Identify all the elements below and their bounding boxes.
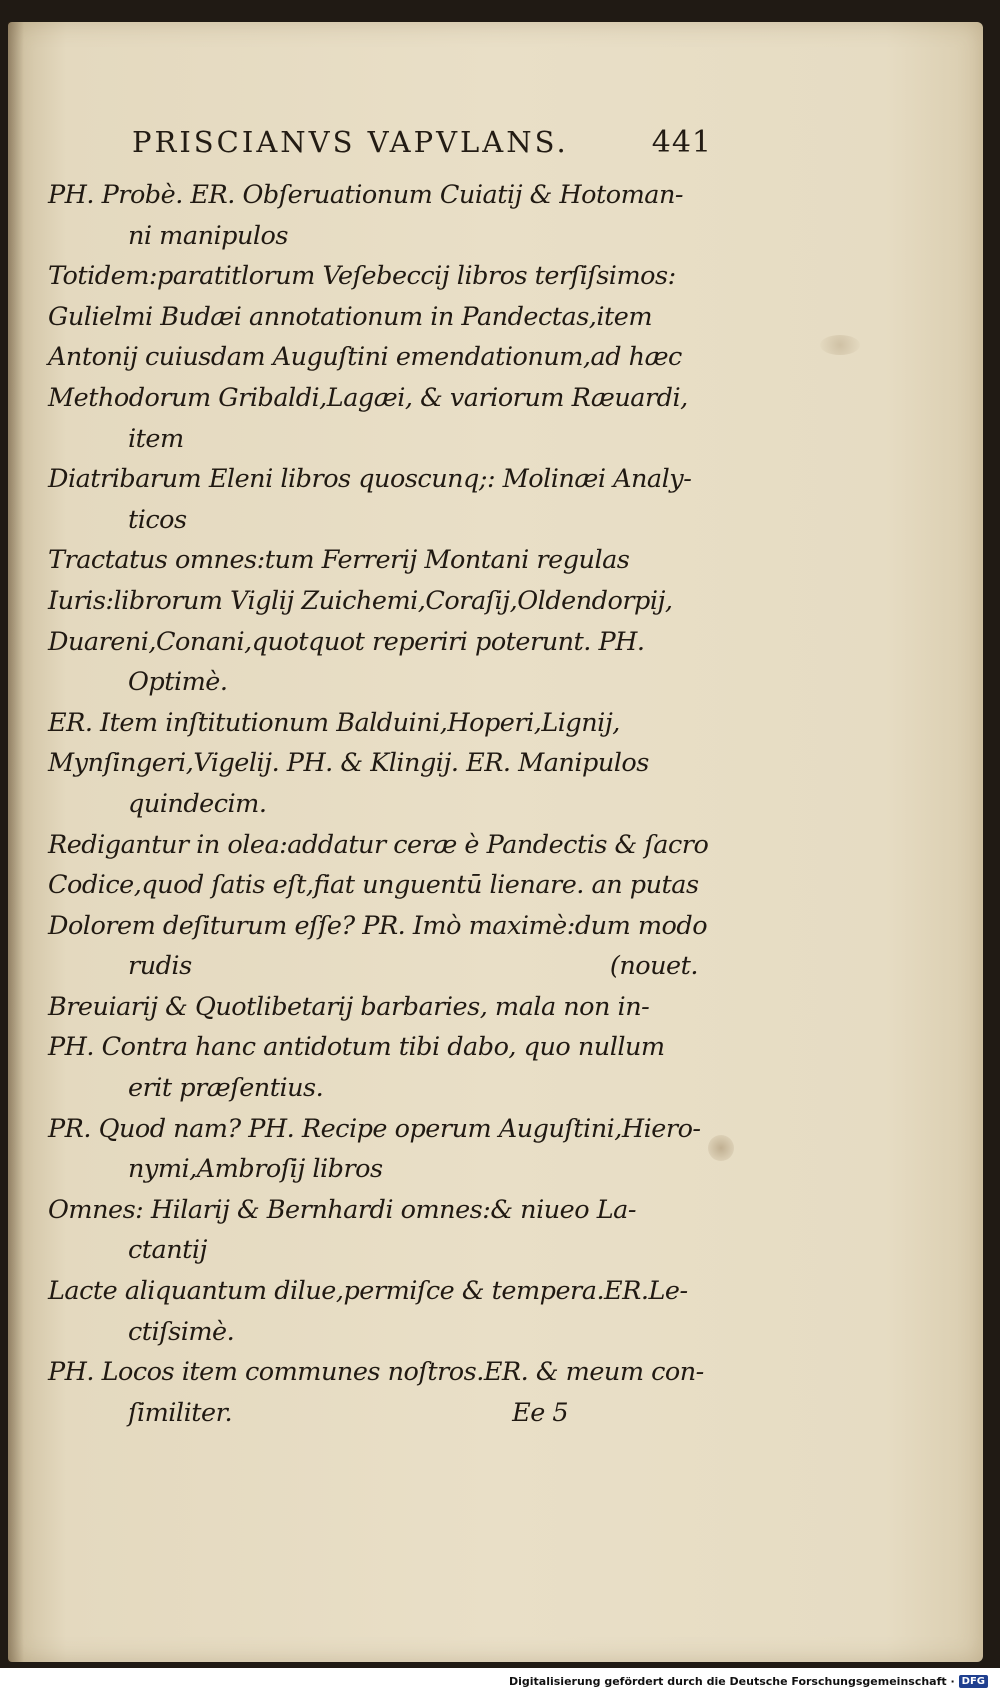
paper-stain: [708, 1135, 734, 1161]
text-line-content: Totidem:paratitlorum Veſebeccij libros terſiſsimos:: [48, 261, 676, 292]
dfg-logo: DFG: [959, 1675, 988, 1688]
text-line: [48, 337, 700, 378]
text-line: [48, 825, 709, 866]
text-line-content: Optimè.: [128, 667, 228, 698]
text-line-content: Omnes: Hilarij & Bernhardi omnes:& niueo La-: [48, 1194, 636, 1225]
text-line-content: Antonij cuiusdam Auguſtini emendationum,ad hæc: [48, 342, 682, 373]
page-gutter-shadow: [8, 22, 24, 1662]
text-line-content: nymi,Ambroſij libros: [128, 1154, 383, 1185]
text-line: [48, 1027, 700, 1068]
text-line: [48, 216, 700, 257]
text-line-content: PH. Locos item communes noſtros.ER. & meum con-: [48, 1357, 704, 1388]
text-line: [48, 1312, 700, 1353]
text-line-content: Iuris:librorum Viglij Zuichemi,Coraſij,Oldendorpij,: [48, 585, 673, 616]
footer-text: Digitalisierung gefördert durch die Deutsche Forschungsgemeinschaft ·: [508, 1674, 955, 1688]
text-line-content: ER. Item inſtitutionum Balduini,Hoperi,Lignij,: [48, 707, 620, 738]
signature-mark: Ee 5: [512, 1397, 569, 1428]
text-line: [48, 419, 700, 460]
text-line-content: Gulielmi Budæi annotationum in Pandectas,item: [48, 301, 653, 332]
text-line-content: ni manipulos: [128, 220, 288, 251]
text-line-content: Codice,quod ſatis eſt,fiat unguentū lienare. an putas: [48, 870, 699, 901]
text-line: [48, 540, 700, 581]
text-line: [48, 743, 700, 784]
text-line: [48, 1230, 700, 1271]
text-line-content: Mynſingeri,Vigelij. PH. & Klingij. ER. Manipulos: [48, 748, 649, 779]
text-line: [48, 1068, 700, 1109]
text-line: [48, 1190, 700, 1231]
text-line: [48, 256, 700, 297]
text-line: [48, 459, 700, 500]
text-line: [48, 1271, 700, 1312]
text-line: [48, 500, 700, 541]
text-line: [48, 297, 700, 338]
text-line-content: Diatribarum Eleni libros quoscunq;: Molinæi Analy-: [48, 464, 692, 495]
text-line: [48, 378, 700, 419]
text-line-content: ticos: [128, 504, 187, 535]
text-line-content: ctiſsimè.: [128, 1316, 235, 1347]
text-line-content: Lacte aliquantum dilue,permiſce & tempera.ER.Le-: [48, 1276, 688, 1307]
text-line: [48, 1109, 700, 1150]
last-line: [48, 1393, 700, 1434]
running-head: [132, 125, 712, 171]
text-line-content: Dolorem deſiturum eſſe? PR. Imò maximè:dum modo: [48, 910, 708, 941]
text-line: [48, 703, 700, 744]
text-line-content: PH. Contra hanc antidotum tibi dabo, quo nullum: [48, 1032, 665, 1063]
text-line: [48, 581, 700, 622]
text-block: [48, 175, 709, 1433]
text-line-content: Duareni,Conani,quotquot reperiri poterunt. PH.: [48, 626, 645, 657]
text-line-content: Tractatus omnes:tum Ferrerij Montani regulas: [48, 545, 630, 576]
text-line: [48, 784, 700, 825]
text-line-content: Redigantur in olea:addatur ceræ è Pandectis & ſacro: [48, 829, 709, 860]
text-line: [48, 175, 700, 216]
text-line: [48, 906, 708, 947]
text-line: [48, 946, 700, 987]
running-head-title: PRISCIANVS VAPVLANS.: [132, 125, 569, 159]
text-line-content: rudis: [128, 951, 192, 982]
text-line-content: ctantij: [128, 1235, 207, 1266]
text-line-content: Breuiarij & Quotlibetarij barbaries, mala non in-: [48, 991, 650, 1022]
catchword-continuation: (nouet.: [609, 951, 698, 982]
text-line-content: PH. Probè. ER. Obſeruationum Cuiatij & Hotoman-: [48, 180, 684, 210]
text-line-content: Methodorum Gribaldi,Lagæi, & variorum Ræuardi,: [48, 382, 688, 413]
text-line: [48, 662, 700, 703]
text-line: [48, 1352, 704, 1393]
text-line: [48, 1149, 700, 1190]
page-number: 441: [651, 125, 712, 160]
text-line-content: PR. Quod nam? PH. Recipe operum Auguſtini,Hiero-: [48, 1113, 701, 1144]
text-line-content: erit præſentius.: [128, 1073, 324, 1104]
paper-stain: [820, 335, 860, 355]
text-line-content: quindecim.: [128, 788, 267, 819]
digitization-footer: [505, 1672, 992, 1690]
text-line-content: ſimiliter.: [128, 1397, 233, 1428]
text-line: [48, 987, 700, 1028]
text-line-content: item: [128, 423, 184, 454]
text-line: [48, 622, 700, 663]
text-line: [48, 865, 700, 906]
